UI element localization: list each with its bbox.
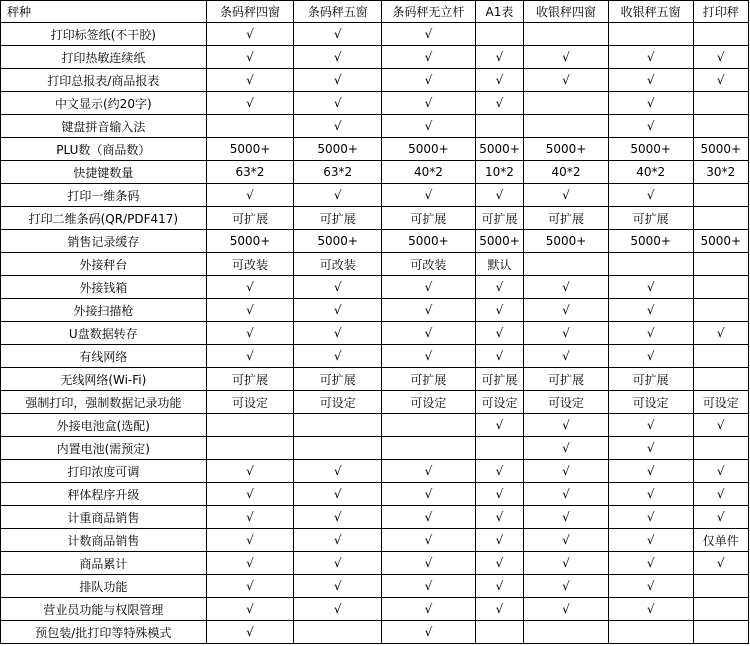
table-cell: √ xyxy=(524,552,609,575)
table-cell: 可扩展 xyxy=(608,368,693,391)
table-cell: √ xyxy=(608,598,693,621)
table-cell: √ xyxy=(206,46,294,69)
table-cell: √ xyxy=(475,506,523,529)
table-cell: 可改装 xyxy=(382,253,476,276)
table-cell: √ xyxy=(294,598,382,621)
table-cell: √ xyxy=(206,598,294,621)
table-cell: √ xyxy=(608,115,693,138)
table-cell: √ xyxy=(524,69,609,92)
table-cell: √ xyxy=(524,184,609,207)
table-cell: 5000+ xyxy=(524,230,609,253)
feature-label: 打印总报表/商品报表 xyxy=(1,69,207,92)
table-row xyxy=(1,46,749,69)
table-cell: 5000+ xyxy=(693,138,748,161)
table-cell: √ xyxy=(524,460,609,483)
table-row xyxy=(1,345,749,368)
table-cell: 63*2 xyxy=(294,161,382,184)
table-cell: √ xyxy=(294,299,382,322)
table-cell xyxy=(294,437,382,460)
table-cell: √ xyxy=(524,575,609,598)
table-cell: 可扩展 xyxy=(382,207,476,230)
table-cell: √ xyxy=(608,483,693,506)
table-cell xyxy=(206,115,294,138)
table-cell xyxy=(524,23,609,46)
table-cell: 可扩展 xyxy=(382,368,476,391)
table-cell: 可扩展 xyxy=(294,207,382,230)
table-row xyxy=(1,299,749,322)
table-cell xyxy=(693,345,748,368)
feature-label: 计数商品销售 xyxy=(1,529,207,552)
table-cell: √ xyxy=(475,69,523,92)
feature-label: 打印热敏连续纸 xyxy=(1,46,207,69)
table-cell: √ xyxy=(475,460,523,483)
feature-label: 外接扫描枪 xyxy=(1,299,207,322)
table-cell: 可改装 xyxy=(294,253,382,276)
table-cell: √ xyxy=(206,483,294,506)
table-cell: √ xyxy=(693,414,748,437)
table-cell: √ xyxy=(382,92,476,115)
table-cell: √ xyxy=(382,322,476,345)
table-cell: √ xyxy=(524,276,609,299)
table-cell xyxy=(693,276,748,299)
table-cell xyxy=(693,575,748,598)
feature-label: 外接秤台 xyxy=(1,253,207,276)
table-cell: √ xyxy=(294,184,382,207)
table-cell: √ xyxy=(206,460,294,483)
table-cell: 可扩展 xyxy=(524,368,609,391)
table-cell: 5000+ xyxy=(475,138,523,161)
table-cell: √ xyxy=(608,46,693,69)
table-cell: √ xyxy=(206,92,294,115)
table-cell: √ xyxy=(206,552,294,575)
table-cell: 可设定 xyxy=(524,391,609,414)
feature-label: 键盘拼音输入法 xyxy=(1,115,207,138)
table-cell: √ xyxy=(475,184,523,207)
feature-label: 秤体程序升级 xyxy=(1,483,207,506)
table-cell: √ xyxy=(608,345,693,368)
table-cell xyxy=(693,621,748,644)
table-cell: √ xyxy=(206,299,294,322)
table-cell: √ xyxy=(475,598,523,621)
table-cell: 默认 xyxy=(475,253,523,276)
feature-label: 外接钱箱 xyxy=(1,276,207,299)
table-cell: √ xyxy=(382,483,476,506)
feature-label: 中文显示(约20字) xyxy=(1,92,207,115)
table-cell: √ xyxy=(294,322,382,345)
header-cell-a1: A1表 xyxy=(475,1,523,23)
table-cell: √ xyxy=(294,23,382,46)
header-cell-print-scale: 打印秤 xyxy=(693,1,748,23)
table-cell: 5000+ xyxy=(382,138,476,161)
table-cell xyxy=(524,253,609,276)
feature-label: 打印一维条码 xyxy=(1,184,207,207)
table-cell: √ xyxy=(382,575,476,598)
table-cell: √ xyxy=(382,299,476,322)
table-cell: 40*2 xyxy=(382,161,476,184)
table-cell: 可设定 xyxy=(382,391,476,414)
table-cell xyxy=(693,368,748,391)
table-row xyxy=(1,598,749,621)
table-cell: √ xyxy=(294,345,382,368)
table-cell: √ xyxy=(475,299,523,322)
table-header xyxy=(1,1,749,23)
table-cell: 5000+ xyxy=(294,230,382,253)
table-cell: √ xyxy=(294,69,382,92)
table-cell xyxy=(693,23,748,46)
feature-label: 排队功能 xyxy=(1,575,207,598)
table-cell xyxy=(608,253,693,276)
table-cell xyxy=(608,621,693,644)
feature-label: 强制打印，强制数据记录功能 xyxy=(1,391,207,414)
table-cell: 5000+ xyxy=(608,230,693,253)
table-cell: √ xyxy=(524,506,609,529)
table-cell: √ xyxy=(382,506,476,529)
table-cell xyxy=(693,92,748,115)
feature-label: 内置电池(需预定) xyxy=(1,437,207,460)
table-cell: 5000+ xyxy=(475,230,523,253)
table-cell: 可扩展 xyxy=(206,368,294,391)
table-cell: 5000+ xyxy=(693,230,748,253)
table-cell xyxy=(693,598,748,621)
feature-label: PLU数（商品数） xyxy=(1,138,207,161)
table-cell: 10*2 xyxy=(475,161,523,184)
table-cell: 可扩展 xyxy=(294,368,382,391)
table-cell: √ xyxy=(475,552,523,575)
table-cell: √ xyxy=(475,575,523,598)
table-cell xyxy=(382,414,476,437)
table-cell xyxy=(475,621,523,644)
table-cell: √ xyxy=(294,575,382,598)
table-cell xyxy=(206,414,294,437)
table-cell: √ xyxy=(524,598,609,621)
table-cell: √ xyxy=(382,115,476,138)
table-cell: √ xyxy=(524,483,609,506)
table-cell xyxy=(382,437,476,460)
table-cell xyxy=(294,414,382,437)
table-cell xyxy=(693,437,748,460)
table-cell: √ xyxy=(294,529,382,552)
table-cell xyxy=(524,92,609,115)
table-cell: 40*2 xyxy=(608,161,693,184)
table-row xyxy=(1,368,749,391)
table-cell: √ xyxy=(608,552,693,575)
table-cell xyxy=(206,437,294,460)
feature-label: 计重商品销售 xyxy=(1,506,207,529)
table-cell: 可扩展 xyxy=(206,207,294,230)
table-cell: √ xyxy=(608,414,693,437)
table-cell: 可改装 xyxy=(206,253,294,276)
table-row xyxy=(1,23,749,46)
table-cell: 5000+ xyxy=(206,230,294,253)
table-cell: √ xyxy=(206,575,294,598)
table-cell xyxy=(693,184,748,207)
table-cell: √ xyxy=(608,460,693,483)
table-cell: √ xyxy=(294,552,382,575)
table-cell: √ xyxy=(206,322,294,345)
table-cell: √ xyxy=(382,460,476,483)
table-body xyxy=(1,23,749,644)
table-cell: √ xyxy=(475,46,523,69)
table-cell: 可扩展 xyxy=(608,207,693,230)
table-row xyxy=(1,184,749,207)
table-cell: 5000+ xyxy=(206,138,294,161)
table-row xyxy=(1,253,749,276)
table-cell: √ xyxy=(693,46,748,69)
feature-label: 打印浓度可调 xyxy=(1,460,207,483)
table-cell: 可设定 xyxy=(294,391,382,414)
table-cell: √ xyxy=(206,345,294,368)
table-cell: √ xyxy=(294,460,382,483)
table-cell: √ xyxy=(382,23,476,46)
table-cell: 仅单件 xyxy=(693,529,748,552)
table-cell xyxy=(294,621,382,644)
header-cell-barcode-no-pole: 条码秤无立杆 xyxy=(382,1,476,23)
table-cell: √ xyxy=(206,276,294,299)
feature-label: 外接电池盒(选配) xyxy=(1,414,207,437)
table-cell: √ xyxy=(693,322,748,345)
table-cell xyxy=(608,23,693,46)
header-row xyxy=(1,1,749,23)
table-row xyxy=(1,575,749,598)
table-cell: √ xyxy=(524,437,609,460)
table-cell: √ xyxy=(693,460,748,483)
table-cell: √ xyxy=(475,322,523,345)
table-cell: √ xyxy=(475,92,523,115)
table-row xyxy=(1,207,749,230)
table-cell xyxy=(693,299,748,322)
table-row xyxy=(1,276,749,299)
table-row xyxy=(1,414,749,437)
table-cell: √ xyxy=(693,552,748,575)
table-cell: √ xyxy=(206,69,294,92)
table-cell: √ xyxy=(524,345,609,368)
table-cell: √ xyxy=(475,276,523,299)
table-cell: √ xyxy=(294,483,382,506)
table-cell: 可设定 xyxy=(693,391,748,414)
header-cell-barcode-4: 条码秤四窗 xyxy=(206,1,294,23)
feature-label: 快捷键数量 xyxy=(1,161,207,184)
table-cell: √ xyxy=(608,69,693,92)
table-cell: √ xyxy=(382,552,476,575)
header-cell-category: 秤种 xyxy=(1,1,207,23)
table-cell xyxy=(693,207,748,230)
table-row xyxy=(1,69,749,92)
table-cell: √ xyxy=(475,345,523,368)
table-row xyxy=(1,161,749,184)
table-cell xyxy=(693,115,748,138)
feature-label: 商品累计 xyxy=(1,552,207,575)
table-cell: 可扩展 xyxy=(475,368,523,391)
table-cell xyxy=(475,115,523,138)
table-cell: √ xyxy=(524,322,609,345)
table-row xyxy=(1,115,749,138)
table-cell: 5000+ xyxy=(294,138,382,161)
table-row xyxy=(1,391,749,414)
table-cell: 可扩展 xyxy=(475,207,523,230)
table-cell: √ xyxy=(475,529,523,552)
table-cell: √ xyxy=(382,345,476,368)
header-cell-cashier-4: 收银秤四窗 xyxy=(524,1,609,23)
table-cell: √ xyxy=(382,69,476,92)
table-cell: √ xyxy=(524,529,609,552)
table-row xyxy=(1,230,749,253)
table-cell: √ xyxy=(608,575,693,598)
table-cell: 30*2 xyxy=(693,161,748,184)
table-cell: 可设定 xyxy=(206,391,294,414)
table-cell: √ xyxy=(294,115,382,138)
table-row xyxy=(1,437,749,460)
table-cell: √ xyxy=(475,483,523,506)
table-cell: 可扩展 xyxy=(524,207,609,230)
table-cell: √ xyxy=(294,46,382,69)
feature-label: 打印标签纸(不干胶) xyxy=(1,23,207,46)
table-cell: 5000+ xyxy=(608,138,693,161)
table-row xyxy=(1,460,749,483)
table-row xyxy=(1,529,749,552)
feature-label: 预包装/批打印等特殊模式 xyxy=(1,621,207,644)
table-cell: √ xyxy=(206,184,294,207)
table-cell: 5000+ xyxy=(382,230,476,253)
table-cell: √ xyxy=(524,299,609,322)
table-row xyxy=(1,138,749,161)
feature-label: 有线网络 xyxy=(1,345,207,368)
header-cell-barcode-5: 条码秤五窗 xyxy=(294,1,382,23)
table-row xyxy=(1,552,749,575)
feature-label: 打印二维条码(QR/PDF417) xyxy=(1,207,207,230)
table-cell xyxy=(475,23,523,46)
table-cell: √ xyxy=(382,598,476,621)
table-row xyxy=(1,506,749,529)
table-cell xyxy=(524,115,609,138)
table-cell: √ xyxy=(608,92,693,115)
feature-label: U盘数据转存 xyxy=(1,322,207,345)
table-cell: √ xyxy=(382,621,476,644)
feature-label: 营业员功能与权限管理 xyxy=(1,598,207,621)
table-cell: √ xyxy=(382,276,476,299)
header-cell-cashier-5: 收银秤五窗 xyxy=(608,1,693,23)
table-cell: √ xyxy=(294,92,382,115)
table-cell: √ xyxy=(206,621,294,644)
table-cell: 5000+ xyxy=(524,138,609,161)
table-cell xyxy=(475,437,523,460)
table-cell: √ xyxy=(206,506,294,529)
table-row xyxy=(1,621,749,644)
table-cell: √ xyxy=(693,483,748,506)
table-cell: √ xyxy=(524,46,609,69)
table-row xyxy=(1,483,749,506)
table-cell xyxy=(693,253,748,276)
table-cell: √ xyxy=(608,506,693,529)
table-cell xyxy=(524,621,609,644)
table-cell: √ xyxy=(382,184,476,207)
table-cell: √ xyxy=(475,414,523,437)
table-cell: √ xyxy=(206,23,294,46)
table-cell: √ xyxy=(608,299,693,322)
table-cell: √ xyxy=(608,184,693,207)
table-row xyxy=(1,92,749,115)
table-cell: 可设定 xyxy=(608,391,693,414)
feature-label: 无线网络(Wi-Fi) xyxy=(1,368,207,391)
table-cell: √ xyxy=(524,414,609,437)
table-cell: √ xyxy=(382,529,476,552)
table-cell: √ xyxy=(382,46,476,69)
table-cell: √ xyxy=(294,276,382,299)
table-row xyxy=(1,322,749,345)
table-cell: √ xyxy=(608,276,693,299)
table-cell: 40*2 xyxy=(524,161,609,184)
table-cell: 63*2 xyxy=(206,161,294,184)
table-cell: √ xyxy=(693,506,748,529)
table-cell: √ xyxy=(608,529,693,552)
feature-label: 销售记录缓存 xyxy=(1,230,207,253)
table-cell: √ xyxy=(608,437,693,460)
table-cell: √ xyxy=(608,322,693,345)
table-cell: √ xyxy=(206,529,294,552)
table-cell: 可设定 xyxy=(475,391,523,414)
table-cell: √ xyxy=(693,69,748,92)
table-cell: √ xyxy=(294,506,382,529)
